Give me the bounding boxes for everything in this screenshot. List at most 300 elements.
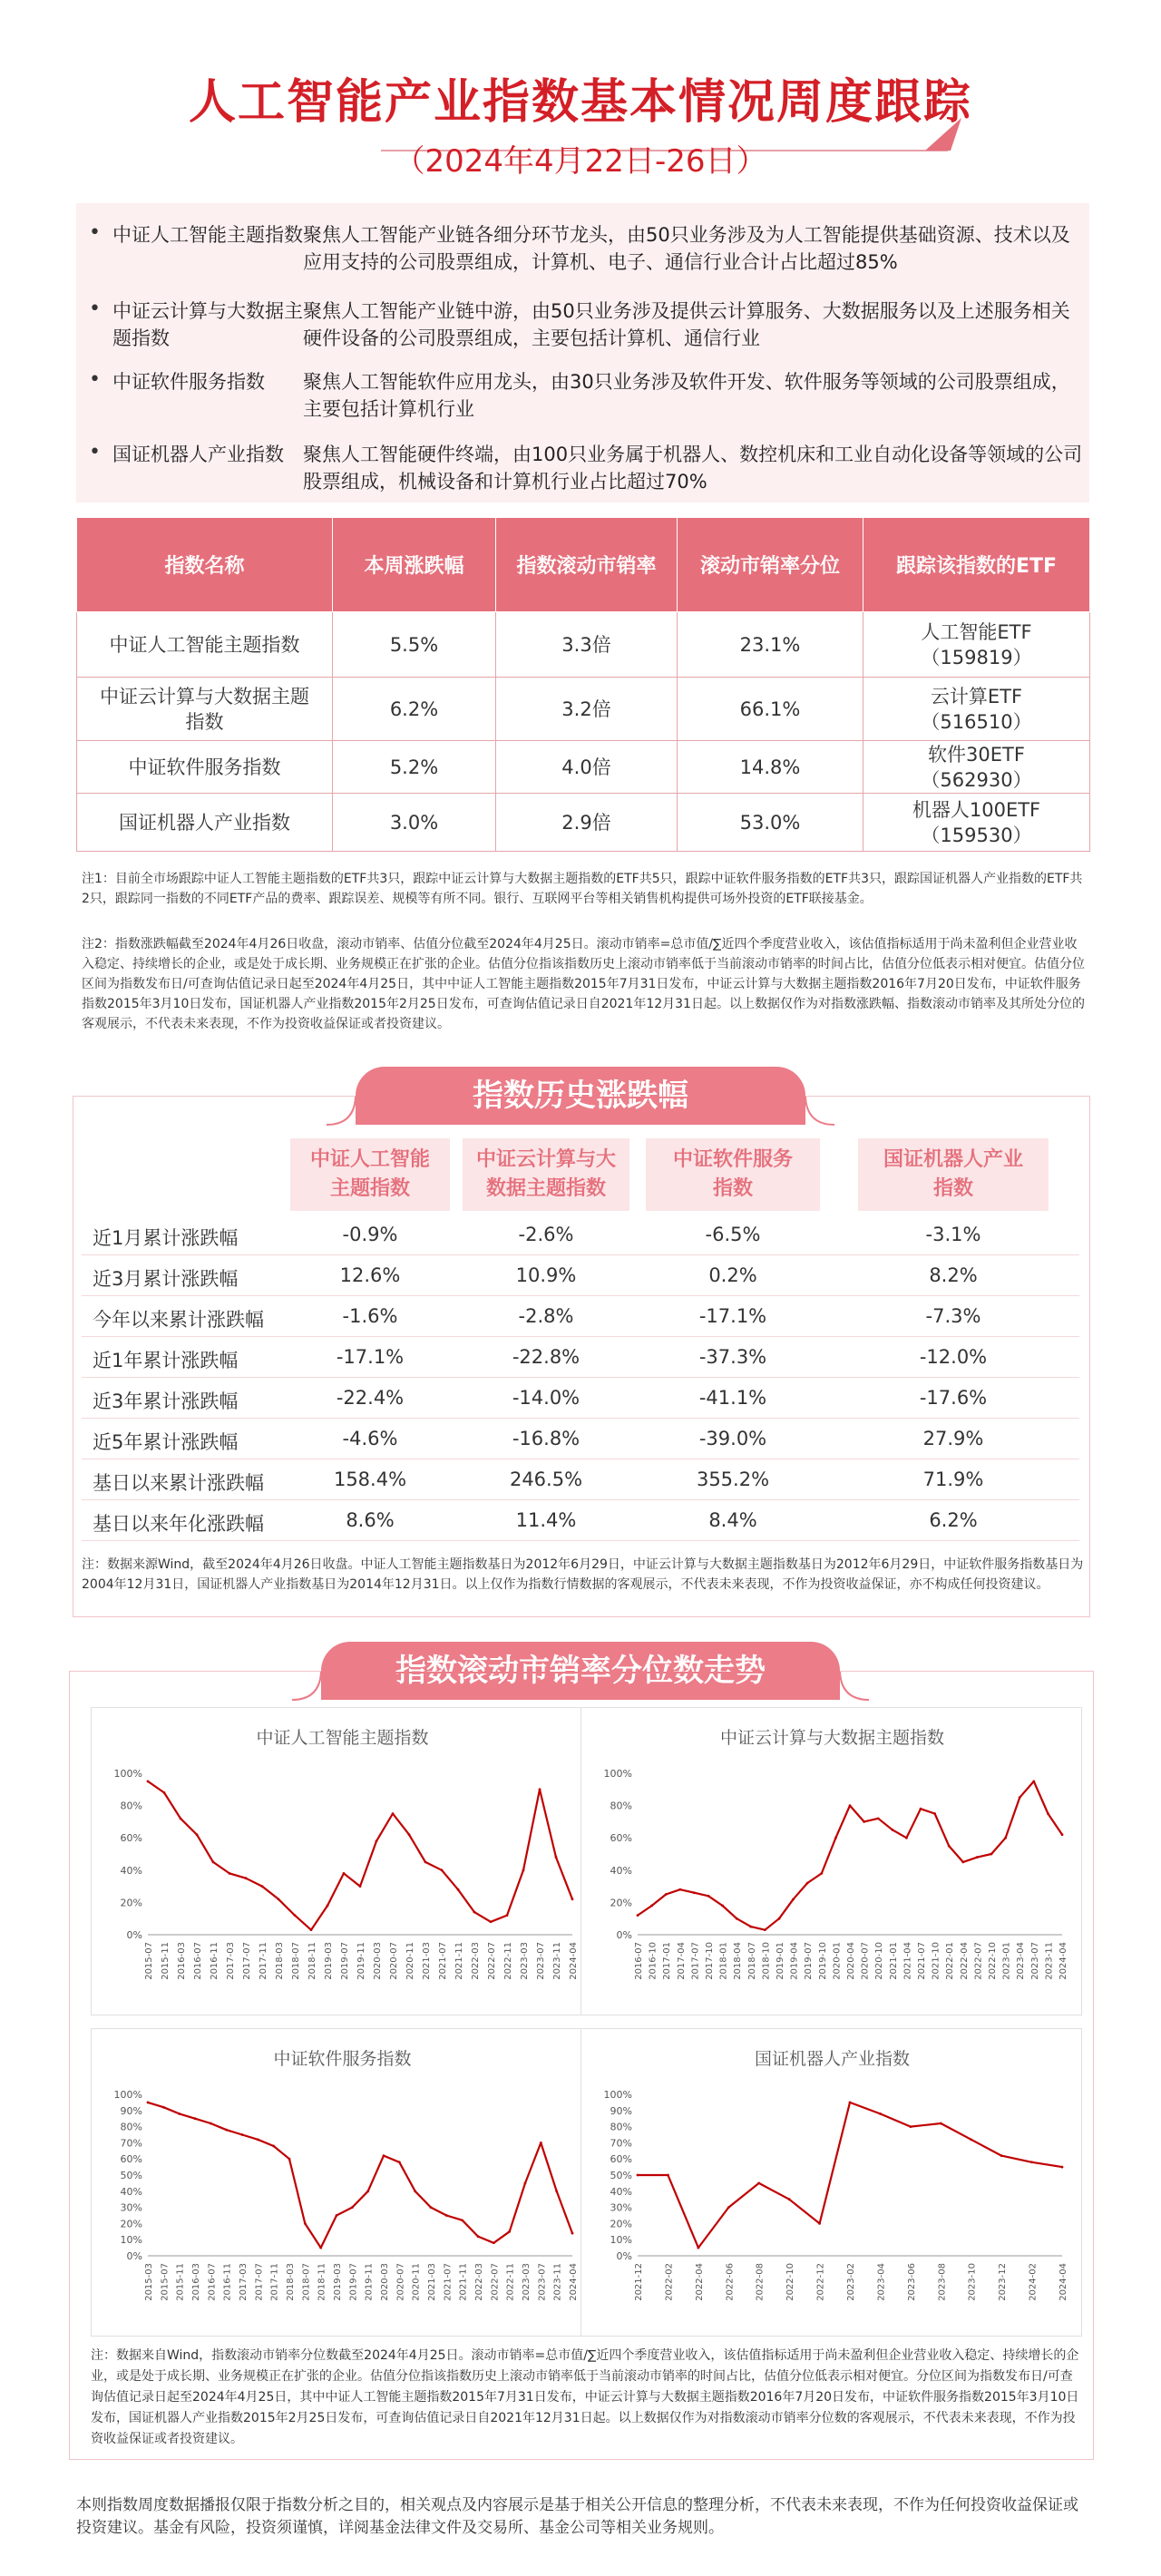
y-tick-label: 30% bbox=[120, 2201, 142, 2214]
history-row bbox=[82, 1338, 1079, 1378]
chart-title: 中证软件服务指数 bbox=[273, 2049, 412, 2069]
x-tick-label: 2021-03 bbox=[427, 2263, 437, 2301]
history-row-label: 近3年累计涨跌幅 bbox=[93, 1390, 239, 1412]
disclaimer-text: 本则指数周度数据播报仅限于指数分析之目的，相关观点及内容展示是基于相关公开信息的整理分析，不代表未来表现，不作为任何投资收益保证或投资建议。基金有风险，投资须谨慎，详阅基金法律文件及交易所、基金公司等相关业务规则。 bbox=[76, 2496, 1078, 2537]
x-tick-label: 2016-03 bbox=[191, 2263, 201, 2301]
data-point bbox=[294, 1914, 297, 1917]
x-tick-label: 2021-11 bbox=[454, 1942, 464, 1980]
data-point bbox=[522, 1869, 525, 1871]
data-point bbox=[818, 2222, 821, 2225]
x-tick-label: 2022-03 bbox=[474, 2263, 484, 2301]
data-point bbox=[319, 2247, 322, 2249]
x-tick-label: 2018-07 bbox=[291, 1942, 301, 1980]
data-point bbox=[457, 1888, 460, 1891]
history-row bbox=[82, 1460, 1079, 1500]
x-tick-label: 2021-12 bbox=[634, 2263, 644, 2301]
data-point bbox=[508, 2230, 511, 2233]
data-point bbox=[721, 1905, 724, 1908]
series-line bbox=[638, 2103, 1062, 2248]
x-tick-label: 2020-03 bbox=[373, 1942, 383, 1980]
line-chart-ai bbox=[92, 1708, 593, 2016]
x-tick-label: 2015-11 bbox=[161, 1942, 171, 1980]
x-tick-label: 2023-07 bbox=[537, 2263, 548, 2301]
chart-section-banner: 指数滚动市销率分位数走势 bbox=[321, 1642, 840, 1700]
x-tick-label: 2022-12 bbox=[815, 2263, 826, 2301]
history-value-cell: 8.2% bbox=[929, 1264, 978, 1286]
weekly-change-cell: 3.0% bbox=[333, 794, 496, 852]
x-tick-label: 2020-03 bbox=[380, 2263, 390, 2301]
history-value-cell: -7.3% bbox=[925, 1305, 981, 1327]
data-point bbox=[571, 2232, 574, 2235]
x-tick-label: 2019-07 bbox=[348, 2263, 359, 2301]
data-point bbox=[764, 1928, 766, 1931]
data-point bbox=[241, 2133, 244, 2136]
history-value-cell: -17.6% bbox=[919, 1387, 988, 1409]
x-tick-label: 2017-11 bbox=[269, 2263, 280, 2301]
x-tick-label: 2016-11 bbox=[210, 1942, 220, 1980]
data-point bbox=[1061, 2166, 1064, 2169]
history-row bbox=[82, 1297, 1079, 1337]
intro-index-desc: 聚焦人工智能产业链各细分环节龙头，由50只业务涉及为人工智能提供基础资源、技术以及应用支持的公司股票组成，计算机、电子、通信行业合计占比超过85% bbox=[303, 224, 1070, 273]
weekly-summary-table bbox=[76, 517, 1090, 852]
data-point bbox=[1004, 1837, 1007, 1839]
history-value-cell: 10.9% bbox=[515, 1264, 577, 1286]
data-point bbox=[891, 1829, 893, 1831]
x-tick-label: 2023-12 bbox=[998, 2263, 1009, 2301]
data-point bbox=[376, 1839, 378, 1842]
history-row-label: 近3月累计涨跌幅 bbox=[93, 1268, 239, 1290]
intro-index-name: 中证云计算与大数据主题指数 bbox=[112, 300, 303, 349]
data-point bbox=[424, 1861, 427, 1864]
data-point bbox=[555, 1856, 558, 1859]
etf-code: （159819） bbox=[921, 646, 1032, 668]
data-point bbox=[310, 1928, 313, 1931]
ps-ratio-cell: 3.2倍 bbox=[496, 678, 678, 741]
table-row bbox=[77, 678, 1090, 741]
history-row-label: 近1年累计涨跌幅 bbox=[93, 1350, 239, 1371]
data-point bbox=[304, 2222, 307, 2225]
x-tick-label: 2019-04 bbox=[789, 1942, 800, 1980]
data-point bbox=[555, 2190, 558, 2192]
y-tick-label: 60% bbox=[120, 1832, 142, 1845]
history-column-header bbox=[290, 1138, 450, 1211]
history-row-label: 近1月累计涨跌幅 bbox=[93, 1227, 239, 1249]
x-tick-label: 2016-03 bbox=[177, 1942, 187, 1980]
column-header: 指数名称 bbox=[77, 518, 333, 612]
history-value-cell: -1.6% bbox=[342, 1305, 398, 1327]
ps-percentile-cell: 23.1% bbox=[678, 612, 863, 678]
history-section-banner: 指数历史涨跌幅 bbox=[356, 1067, 805, 1125]
x-tick-label: 2022-11 bbox=[503, 1942, 513, 1980]
x-tick-label: 2020-04 bbox=[846, 1942, 856, 1980]
x-tick-label: 2015-07 bbox=[144, 1942, 154, 1980]
data-point bbox=[540, 2142, 542, 2144]
data-point bbox=[1047, 1812, 1049, 1815]
x-tick-label: 2023-07 bbox=[1029, 1942, 1040, 1980]
data-point bbox=[147, 2102, 150, 2104]
x-tick-label: 2023-11 bbox=[1044, 1942, 1055, 1980]
history-value-cell: -16.8% bbox=[512, 1428, 580, 1449]
x-tick-label: 2021-04 bbox=[902, 1942, 913, 1980]
index-name-cell: 中证云计算与大数据主题指数 bbox=[77, 678, 333, 741]
y-tick-label: 60% bbox=[610, 1832, 632, 1845]
data-point bbox=[863, 1820, 865, 1823]
history-value-cell: -17.1% bbox=[336, 1346, 405, 1368]
x-tick-label: 2023-03 bbox=[522, 2263, 532, 2301]
x-tick-label: 2018-11 bbox=[317, 2263, 327, 2301]
x-tick-label: 2018-07 bbox=[746, 1942, 757, 1980]
bullet-icon: • bbox=[89, 368, 101, 391]
x-tick-label: 2023-02 bbox=[846, 2263, 856, 2301]
column-header: 指数滚动市销率 bbox=[496, 518, 678, 612]
history-row-label: 基日以来年化涨跌幅 bbox=[93, 1513, 264, 1535]
history-column-header bbox=[646, 1138, 820, 1211]
data-point bbox=[261, 1885, 264, 1888]
y-tick-label: 10% bbox=[120, 2234, 142, 2247]
history-value-cell: 12.6% bbox=[339, 1264, 401, 1286]
data-point bbox=[637, 1914, 639, 1917]
data-point bbox=[493, 2241, 495, 2244]
data-point bbox=[351, 2206, 354, 2209]
data-point bbox=[940, 2122, 942, 2125]
x-tick-label: 2022-07 bbox=[973, 1942, 984, 1980]
ps-percentile-cell: 14.8% bbox=[678, 741, 863, 794]
page-subtitle: （2024年4月22日-26日） bbox=[394, 143, 767, 180]
x-tick-label: 2022-01 bbox=[945, 1942, 956, 1980]
x-tick-label: 2022-07 bbox=[487, 1942, 497, 1980]
x-tick-label: 2017-07 bbox=[254, 2263, 265, 2301]
x-tick-label: 2016-11 bbox=[222, 2263, 233, 2301]
chart-panel-software bbox=[91, 2028, 592, 2337]
index-intro-panel bbox=[76, 203, 1089, 503]
data-point bbox=[990, 1853, 993, 1856]
x-tick-label: 2024-02 bbox=[1028, 2263, 1039, 2301]
y-tick-label: 100% bbox=[113, 2089, 142, 2101]
weekly-change-cell: 6.2% bbox=[333, 678, 496, 741]
history-value-cell: -12.0% bbox=[919, 1346, 988, 1368]
x-tick-label: 2023-07 bbox=[536, 1942, 546, 1980]
x-tick-label: 2023-08 bbox=[937, 2263, 948, 2301]
table-header-row bbox=[77, 518, 1090, 612]
x-tick-label: 2022-07 bbox=[490, 2263, 501, 2301]
index-name-cell: 中证人工智能主题指数 bbox=[77, 612, 333, 678]
data-point bbox=[571, 1898, 574, 1900]
data-point bbox=[366, 2190, 369, 2192]
x-tick-label: 2017-01 bbox=[662, 1942, 673, 1980]
history-value-cell: -4.6% bbox=[342, 1428, 398, 1449]
data-point bbox=[229, 1872, 231, 1875]
x-tick-label: 2024-04 bbox=[1059, 2263, 1068, 2301]
x-tick-label: 2016-07 bbox=[193, 1942, 203, 1980]
history-row bbox=[82, 1215, 1079, 1255]
history-value-cell: 6.2% bbox=[929, 1509, 978, 1531]
history-row-label: 今年以来累计涨跌幅 bbox=[93, 1309, 264, 1331]
y-tick-label: 90% bbox=[610, 2104, 632, 2117]
data-point bbox=[414, 2190, 416, 2192]
x-tick-label: 2023-10 bbox=[967, 2263, 978, 2301]
y-tick-label: 20% bbox=[610, 2218, 632, 2230]
data-point bbox=[1030, 2161, 1033, 2163]
x-tick-label: 2019-10 bbox=[817, 1942, 828, 1980]
data-point bbox=[697, 2247, 699, 2249]
x-tick-label: 2021-01 bbox=[888, 1942, 899, 1980]
x-tick-label: 2022-06 bbox=[725, 2263, 736, 2301]
y-tick-label: 0% bbox=[126, 2250, 142, 2262]
history-value-cell: 0.2% bbox=[708, 1264, 757, 1286]
data-point bbox=[933, 1812, 936, 1815]
x-tick-label: 2022-10 bbox=[785, 2263, 796, 2301]
footnote-4: 注：数据来自Wind，指数滚动市销率分位数截至2024年4月25日。滚动市销率=总市值/∑近四个季度营业收入，该估值指标适用于尚未盈利但企业营业收入稳定、持续增长的企业，或是处于成长期、业务规模正在扩张的企业。估值分位指该指数历史上滚动市销率低于当前滚动市销率的时间占比，估值分位低表示相对便宜。分位区间为指数发布日/可查询估值记录日起至2024年4月25日，其中中证人工智能主题指数2015年7月31日发布，中证云计算与大数据主题指数2016年7月20日发布，中证软件服务指数2015年3月10日发布，国证机器人产业指数2015年2月25日发布，可查询估值记录日自2021年12月31日起。以上数据仅作为对指数滚动市销率分位数的客观展示，不代表未来表现，不作为投资收益保证或者投资建议。 bbox=[91, 2348, 1079, 2446]
x-tick-label: 2023-06 bbox=[906, 2263, 917, 2301]
x-tick-label: 2021-11 bbox=[458, 2263, 469, 2301]
x-tick-label: 2017-11 bbox=[259, 1942, 268, 1980]
weekly-change-cell: 5.5% bbox=[333, 612, 496, 678]
y-tick-label: 60% bbox=[610, 2153, 632, 2166]
column-header: 滚动市销率分位 bbox=[678, 518, 863, 612]
x-tick-label: 2015-07 bbox=[160, 2263, 171, 2301]
history-value-cell: 158.4% bbox=[333, 1469, 407, 1490]
data-point bbox=[288, 2158, 291, 2161]
x-tick-label: 2019-11 bbox=[356, 1942, 366, 1980]
x-tick-label: 2017-07 bbox=[690, 1942, 701, 1980]
banner-wave-decoration bbox=[292, 1669, 869, 1702]
index-name-cell: 中证软件服务指数 bbox=[77, 741, 333, 794]
ps-ratio-cell: 3.3倍 bbox=[496, 612, 678, 678]
footnote-3: 注：数据来源Wind，截至2024年4月26日收盘。中证人工智能主题指数基日为2012年6月29日，中证云计算与大数据主题指数基日为2012年6月29日，中证软件服务指数基日为2004年12月31日，国证机器人产业指数基日为2014年12月31日。以上仅作为指数行情数据的客观展示，不代表未来表现，不作为投资收益保证，亦不构成任何投资建议。 bbox=[82, 1557, 1084, 1592]
index-name-cell: 国证机器人产业指数 bbox=[77, 794, 333, 852]
data-point bbox=[524, 2182, 527, 2185]
data-point bbox=[278, 1898, 280, 1900]
x-tick-label: 2023-03 bbox=[520, 1942, 530, 1980]
history-value-cell: 8.6% bbox=[346, 1509, 395, 1531]
data-point bbox=[877, 1817, 880, 1820]
column-header-line: 指数 bbox=[932, 1177, 973, 1200]
data-point bbox=[178, 2113, 180, 2115]
x-tick-label: 2022-11 bbox=[505, 2263, 516, 2301]
ps-ratio-cell: 2.9倍 bbox=[496, 794, 678, 852]
y-tick-label: 100% bbox=[603, 1768, 632, 1780]
x-tick-label: 2018-07 bbox=[301, 2263, 312, 2301]
intro-index-desc: 聚焦人工智能软件应用龙头，由30只业务涉及软件开发、软件服务等领域的公司股票组成，主要包括计算机行业 bbox=[303, 371, 1070, 420]
data-point bbox=[461, 2219, 463, 2221]
table-row bbox=[77, 612, 1090, 678]
data-point bbox=[667, 2174, 669, 2177]
x-tick-label: 2017-07 bbox=[242, 1942, 252, 1980]
data-point bbox=[212, 1861, 215, 1864]
data-point bbox=[727, 2206, 730, 2209]
etf-code: （562930） bbox=[921, 768, 1032, 791]
series-line bbox=[148, 1781, 572, 1930]
data-point bbox=[1000, 2154, 1003, 2157]
x-tick-label: 2017-03 bbox=[226, 1942, 236, 1980]
bullet-icon: • bbox=[89, 441, 101, 463]
intro-index-name: 中证人工智能主题指数 bbox=[112, 224, 303, 246]
ps-percentile-cell: 66.1% bbox=[678, 678, 863, 741]
history-row-label: 基日以来累计涨跌幅 bbox=[93, 1472, 264, 1494]
data-point bbox=[637, 2174, 639, 2177]
data-point bbox=[180, 1817, 182, 1820]
data-point bbox=[970, 2138, 972, 2141]
data-point bbox=[147, 1781, 150, 1783]
x-tick-label: 2024-04 bbox=[569, 2263, 579, 2301]
history-value-cell: -41.1% bbox=[698, 1387, 767, 1409]
bullet-icon: • bbox=[89, 298, 101, 320]
intro-index-desc: 聚焦人工智能产业链中游，由50只业务涉及提供云计算服务、大数据服务以及上述服务相关硬件设备的公司股票组成，主要包括计算机、通信行业 bbox=[303, 300, 1070, 349]
etf-code: （159530） bbox=[921, 824, 1032, 846]
data-point bbox=[445, 2214, 448, 2217]
x-tick-label: 2020-11 bbox=[411, 2263, 422, 2301]
x-tick-label: 2016-07 bbox=[634, 1942, 644, 1980]
data-point bbox=[327, 1905, 329, 1908]
history-value-cell: -37.3% bbox=[698, 1346, 767, 1368]
data-point bbox=[225, 2129, 228, 2132]
data-point bbox=[778, 1917, 781, 1920]
x-tick-label: 2019-11 bbox=[364, 2263, 375, 2301]
table-row bbox=[77, 794, 1090, 852]
etf-code: （516510） bbox=[921, 710, 1032, 733]
etf-cell bbox=[863, 612, 1090, 678]
history-value-cell: 355.2% bbox=[696, 1469, 770, 1490]
data-point bbox=[948, 1845, 951, 1848]
y-tick-label: 60% bbox=[120, 2153, 142, 2166]
history-value-cell: 246.5% bbox=[509, 1469, 583, 1490]
x-tick-label: 2018-03 bbox=[286, 2263, 296, 2301]
x-tick-label: 2019-03 bbox=[324, 1942, 334, 1980]
y-tick-label: 10% bbox=[610, 2234, 632, 2247]
intro-index-name: 中证软件服务指数 bbox=[112, 371, 265, 393]
data-point bbox=[849, 2102, 852, 2104]
data-point bbox=[162, 2106, 165, 2109]
ps-percentile-cell: 53.0% bbox=[678, 794, 863, 852]
y-tick-label: 0% bbox=[616, 2250, 632, 2262]
x-tick-label: 2017-03 bbox=[239, 2263, 249, 2301]
y-tick-label: 80% bbox=[120, 2121, 142, 2133]
data-point bbox=[359, 1885, 362, 1888]
y-tick-label: 50% bbox=[610, 2170, 632, 2181]
x-tick-label: 2022-04 bbox=[959, 1942, 970, 1980]
data-point bbox=[272, 2145, 275, 2148]
etf-cell bbox=[863, 678, 1090, 741]
x-tick-label: 2022-02 bbox=[664, 2263, 675, 2301]
history-row bbox=[82, 1420, 1079, 1459]
column-header-line: 中证软件服务 bbox=[672, 1148, 793, 1171]
chart-panel-robot bbox=[580, 2028, 1082, 2337]
history-value-cell: -22.8% bbox=[512, 1346, 580, 1368]
x-tick-label: 2023-11 bbox=[552, 2263, 563, 2301]
data-point bbox=[245, 1877, 248, 1879]
x-tick-label: 2019-07 bbox=[340, 1942, 350, 1980]
chart-title: 中证云计算与大数据主题指数 bbox=[719, 1728, 944, 1748]
data-point bbox=[678, 1888, 681, 1891]
data-point bbox=[506, 1914, 509, 1917]
history-column-header bbox=[463, 1138, 629, 1211]
data-point bbox=[490, 1920, 493, 1923]
x-tick-label: 2020-10 bbox=[874, 1942, 885, 1980]
y-tick-label: 20% bbox=[120, 1897, 142, 1909]
chart-panel-ai bbox=[91, 1707, 592, 2015]
x-tick-label: 2020-07 bbox=[389, 1942, 399, 1980]
history-value-cell: -14.0% bbox=[512, 1387, 580, 1409]
history-value-cell: -6.5% bbox=[705, 1224, 761, 1245]
y-tick-label: 80% bbox=[610, 1800, 632, 1812]
data-point bbox=[196, 1833, 199, 1836]
y-tick-label: 90% bbox=[120, 2104, 142, 2117]
x-tick-label: 2021-07 bbox=[443, 2263, 454, 2301]
x-tick-label: 2018-04 bbox=[733, 1942, 744, 1980]
bullet-icon: • bbox=[89, 221, 101, 244]
y-tick-label: 100% bbox=[113, 1768, 142, 1780]
column-header-line: 中证人工智能 bbox=[309, 1148, 430, 1171]
data-point bbox=[707, 1895, 710, 1898]
data-point bbox=[792, 1898, 795, 1900]
data-point bbox=[210, 2122, 212, 2125]
etf-name: 云计算ETF bbox=[930, 685, 1023, 707]
line-chart-robot bbox=[581, 2029, 1083, 2337]
history-value-cell: -2.6% bbox=[518, 1224, 574, 1245]
ps-ratio-cell: 4.0倍 bbox=[496, 741, 678, 794]
x-tick-label: 2022-08 bbox=[755, 2263, 766, 2301]
data-point bbox=[650, 1905, 653, 1908]
line-chart-software bbox=[92, 2029, 593, 2337]
x-tick-label: 2020-07 bbox=[395, 2263, 406, 2301]
line-chart-cloud bbox=[581, 1708, 1083, 2016]
data-point bbox=[194, 2117, 197, 2120]
data-point bbox=[834, 1837, 837, 1839]
history-row bbox=[82, 1256, 1079, 1296]
data-point bbox=[343, 1872, 346, 1875]
history-row bbox=[82, 1379, 1079, 1419]
x-tick-label: 2015-11 bbox=[175, 2263, 186, 2301]
x-tick-label: 2024-04 bbox=[569, 1942, 579, 1980]
y-tick-label: 100% bbox=[603, 2089, 632, 2101]
history-value-cell: 11.4% bbox=[515, 1509, 577, 1531]
etf-name: 人工智能ETF bbox=[921, 620, 1032, 643]
x-tick-label: 2021-03 bbox=[422, 1942, 432, 1980]
data-point bbox=[1061, 1833, 1064, 1836]
history-row-label: 近5年累计涨跌幅 bbox=[93, 1431, 239, 1453]
banner-wave-decoration bbox=[327, 1094, 834, 1127]
column-header: 跟踪该指数的ETF bbox=[863, 518, 1090, 612]
column-header-line: 主题指数 bbox=[329, 1177, 410, 1200]
data-point bbox=[961, 1861, 964, 1864]
column-header-line: 中证云计算与大 bbox=[475, 1148, 616, 1171]
x-tick-label: 2021-10 bbox=[931, 1942, 941, 1980]
data-point bbox=[757, 2182, 760, 2185]
data-point bbox=[976, 1856, 979, 1859]
history-column-header bbox=[858, 1138, 1049, 1211]
x-tick-label: 2019-03 bbox=[333, 2263, 343, 2301]
data-point bbox=[849, 1804, 852, 1807]
x-tick-label: 2023-04 bbox=[1016, 1942, 1027, 1980]
data-point bbox=[398, 2161, 401, 2163]
history-value-cell: -0.9% bbox=[342, 1224, 398, 1245]
footnote-1: 注1：目前全市场跟踪中证人工智能主题指数的ETF共3只，跟踪中证云计算与大数据主题指数的ETF共5只，跟踪中证软件服务指数的ETF共3只，跟踪国证机器人产业指数的ETF共2只，跟踪同一指数的不同ETF产品的费率、跟踪误差、规模等有所不同。银行、互联网平台等相关销售机构提供可场外投资的ETF联接基金。 bbox=[82, 872, 1083, 906]
data-point bbox=[1019, 1796, 1021, 1799]
x-tick-label: 2018-03 bbox=[275, 1942, 285, 1980]
y-tick-label: 70% bbox=[120, 2137, 142, 2150]
etf-cell bbox=[863, 741, 1090, 794]
chart-title: 中证人工智能主题指数 bbox=[256, 1728, 429, 1748]
x-tick-label: 2017-04 bbox=[676, 1942, 687, 1980]
y-tick-label: 0% bbox=[126, 1929, 142, 1941]
x-tick-label: 2023-04 bbox=[876, 2263, 887, 2301]
series-line bbox=[638, 1781, 1062, 1930]
column-header: 本周涨跌幅 bbox=[333, 518, 496, 612]
data-point bbox=[920, 1808, 922, 1810]
history-value-cell: -39.0% bbox=[698, 1428, 767, 1449]
history-value-cell: -17.1% bbox=[698, 1305, 767, 1327]
y-tick-label: 40% bbox=[610, 2185, 632, 2198]
